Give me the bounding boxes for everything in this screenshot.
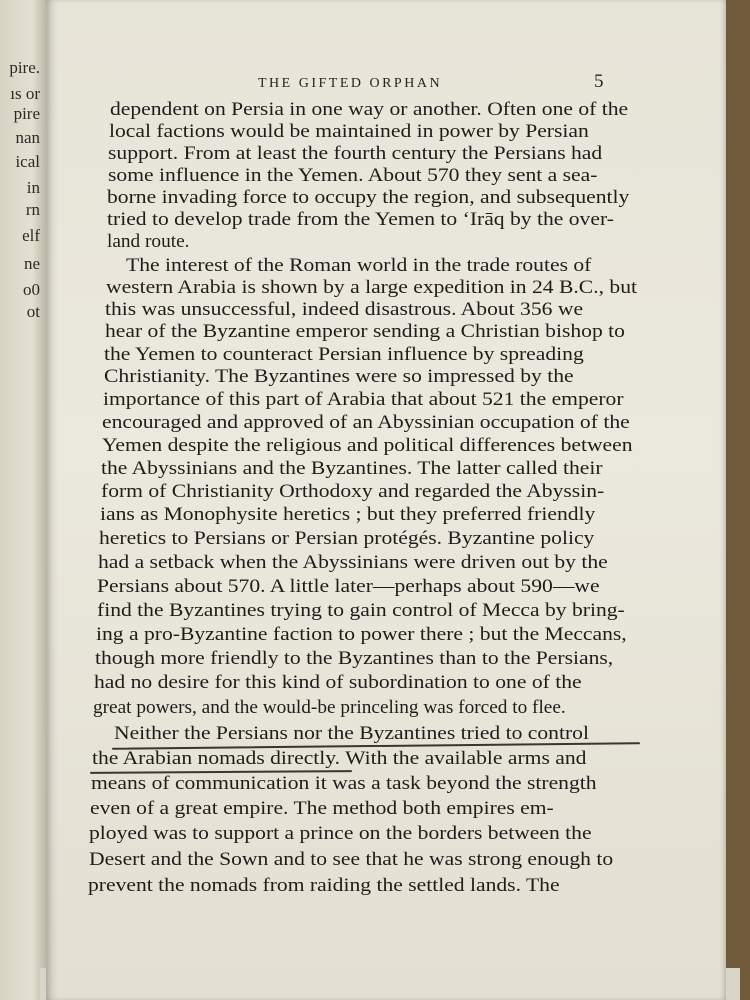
previous-page-fragment: ot [26,302,40,321]
text-line: ians as Monophysite heretics ; but they preferred friendly [100,504,596,525]
previous-page-fragment: o0 [23,280,40,299]
text-line: ing a pro-Byzantine faction to power there ; but the Meccans, [96,624,627,645]
text-line: find the Byzantines trying to gain control of Mecca by bring- [97,600,625,621]
text-line: tried to develop trade from the Yemen to ‘Irāq by the over- [107,209,614,230]
previous-page-fragment: nan [15,128,40,147]
text-line: the Yemen to counteract Persian influence by spreading [104,344,584,365]
text-line: had no desire for this kind of subordination to one of the [94,672,582,693]
text-line: had a setback when the Abyssinians were driven out by the [98,552,608,573]
running-head: THE GIFTED ORPHAN [258,76,443,91]
text-line: means of communication it was a task beyond the strength [91,773,597,794]
text-line: western Arabia is shown by a large expedition in 24 B.C., but [106,277,638,298]
text-line: some influence in the Yemen. About 570 they sent a sea- [108,165,598,186]
previous-page-fragment: ne [23,254,40,273]
text-line: local factions would be maintained in power by Persian [109,121,589,142]
previous-page-fragment: pire. [9,58,40,77]
text-line: Persians about 570. A little later—perhaps about 590—we [97,576,600,597]
text-line: the Abyssinians and the Byzantines. The latter called their [101,458,603,479]
text-line: prevent the nomads from raiding the settled lands. The [88,875,560,896]
text-line-partially-underlined: the Arabian nomads directly. With the available arms and [92,748,587,769]
text-line: encouraged and approved of an Abyssinian occupation of the [102,412,630,433]
text-line: even of a great empire. The method both empires em- [90,798,554,819]
previous-page-fragment: pire [13,104,40,123]
previous-page-fragment: ical [15,152,40,171]
text-line: Christianity. The Byzantines were so impressed by the [104,366,574,387]
text-line: Desert and the Sown and to see that he was strong enough to [89,849,614,870]
text-line: importance of this part of Arabia that about 521 the emperor [103,389,624,410]
text-line: though more friendly to the Byzantines than to the Persians, [95,648,614,669]
text-line-underlined: Neither the Persians nor the Byzantines tried to control [114,723,589,744]
page-header [46,71,726,94]
previous-page-fragment: ıs or [10,84,40,103]
previous-page-fragment: elf [22,226,40,245]
text-line: dependent on Persia in one way or another. Often one of the [110,99,629,120]
previous-page-fragment: in [26,178,40,197]
previous-page-edge [0,0,46,1000]
text-line: borne invading force to occupy the region, and subsequently [107,187,630,208]
text-line: land route. [107,231,190,252]
text-line: support. From at least the fourth century the Persians had [108,143,603,164]
text-line: Yemen despite the religious and political differences between [102,435,633,456]
text-line: great powers, and the would-be princeling was forced to flee. [93,697,566,718]
previous-page-fragment: rn [25,200,40,219]
book-page [46,0,726,1000]
text-line: hear of the Byzantine emperor sending a Christian bishop to [105,321,625,342]
text-line: ployed was to support a prince on the borders between the [89,823,592,844]
text-line: The interest of the Roman world in the trade routes of [126,255,592,276]
text-line: heretics to Persians or Persian protégés. Byzantine policy [99,528,595,549]
text-line: form of Christianity Orthodoxy and regarded the Abyssin- [101,481,605,502]
page-number: 5 [594,71,604,92]
text-line: this was unsuccessful, indeed disastrous. About 356 we [105,299,584,320]
